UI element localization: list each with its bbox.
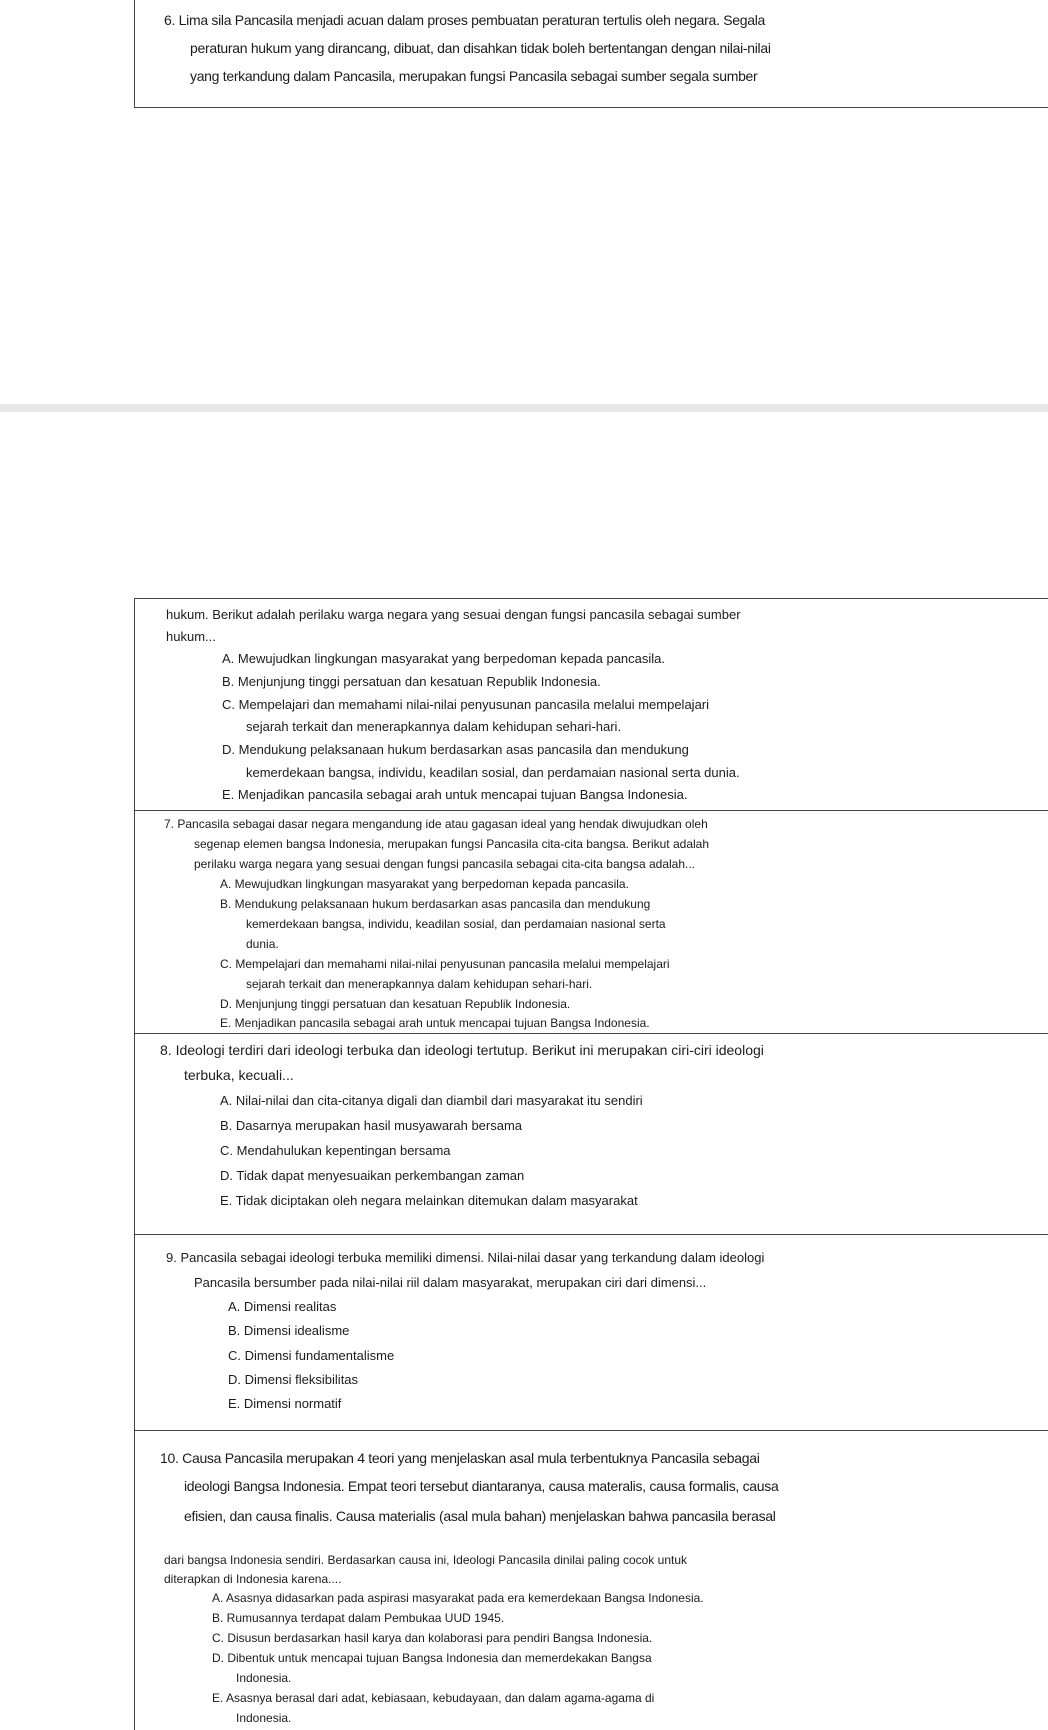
q8-line-1: 8. Ideologi terdiri dari ideologi terbuka dan ideologi tertutup. Berikut ini merupakan ciri-ciri ideologi [160, 1042, 764, 1058]
q6-option-d: D. Mendukung pelaksanaan hukum berdasarkan asas pancasila dan mendukung [222, 742, 689, 757]
divider-9-10 [134, 1430, 1048, 1431]
q6-line-1: 6. Lima sila Pancasila menjadi acuan dalam proses pembuatan peraturan tertulis oleh negara. Segala [164, 12, 765, 28]
page-top [0, 0, 1048, 404]
q10-option-e-cont: Indonesia. [236, 1711, 292, 1725]
q9-option-b: B. Dimensi idealisme [228, 1323, 350, 1338]
q10-line-3: efisien, dan causa finalis. Causa materialis (asal mula bahan) menjelaskan bahwa pancasila berasal [184, 1508, 776, 1524]
q9-line-2: Pancasila bersumber pada nilai-nilai riil dalam masyarakat, merupakan ciri dari dimensi... [194, 1275, 707, 1290]
q10-option-c: C. Disusun berdasarkan hasil karya dan kolaborasi para pendiri Bangsa Indonesia. [212, 1631, 653, 1645]
q7-line-1: 7. Pancasila sebagai dasar negara mengandung ide atau gagasan ideal yang hendak diwujudkan oleh [164, 817, 708, 831]
q7-option-b-cont2: dunia. [246, 937, 279, 951]
q9-line-1: 9. Pancasila sebagai ideologi terbuka memiliki dimensi. Nilai-nilai dasar yang terkandung dalam ideologi [166, 1250, 765, 1265]
q6-option-b: B. Menjunjung tinggi persatuan dan kesatuan Republik Indonesia. [222, 674, 601, 689]
q10-option-d-cont: Indonesia. [236, 1671, 292, 1685]
page-gap [0, 404, 1048, 412]
q9-option-d: D. Dimensi fleksibilitas [228, 1372, 359, 1387]
q10-option-b: B. Rumusannya terdapat dalam Pembukaa UUD 1945. [212, 1611, 505, 1625]
q8-line-2: terbuka, kecuali... [184, 1067, 294, 1083]
q10-line-5: diterapkan di Indonesia karena.... [164, 1572, 342, 1586]
q6-option-c-cont: sejarah terkait dan menerapkannya dalam kehidupan sehari-hari. [246, 719, 622, 734]
q7-option-d: D. Menjunjung tinggi persatuan dan kesatuan Republik Indonesia. [220, 997, 571, 1011]
page-left-border [134, 0, 135, 108]
q10-option-a: A. Asasnya didasarkan pada aspirasi masyarakat pada era kemerdekaan Bangsa Indonesia. [212, 1591, 704, 1605]
q6-line-5: hukum... [166, 629, 216, 644]
q9-option-a: A. Dimensi realitas [228, 1299, 337, 1314]
q6-option-c: C. Mempelajari dan memahami nilai-nilai penyusunan pancasila melalui mempelajari [222, 697, 710, 712]
q6-option-a: A. Mewujudkan lingkungan masyarakat yang berpedoman kepada pancasila. [222, 651, 666, 666]
q10-option-d: D. Dibentuk untuk mencapai tujuan Bangsa Indonesia dan memerdekakan Bangsa [212, 1651, 652, 1665]
q9-option-e: E. Dimensi normatif [228, 1396, 342, 1411]
q10-line-1: 10. Causa Pancasila merupakan 4 teori yang menjelaskan asal mula terbentuknya Pancasila sebagai [160, 1450, 760, 1466]
q7-option-c: C. Mempelajari dan memahami nilai-nilai penyusunan pancasila melalui mempelajari [220, 957, 670, 971]
q10-line-4: dari bangsa Indonesia sendiri. Berdasarkan causa ini, Ideologi Pancasila dinilai paling cocok untuk [164, 1553, 687, 1567]
q6-line-3: yang terkandung dalam Pancasila, merupakan fungsi Pancasila sebagai sumber segala sumber [190, 68, 758, 84]
page-bottom-border [134, 107, 1048, 108]
divider-6-7 [134, 810, 1048, 811]
q7-option-c-cont: sejarah terkait dan menerapkannya dalam kehidupan sehari-hari. [246, 977, 593, 991]
divider-7-8 [134, 1033, 1048, 1034]
q6-line-4: hukum. Berikut adalah perilaku warga negara yang sesuai dengan fungsi pancasila sebagai sumber [166, 607, 741, 622]
divider-8-9 [134, 1234, 1048, 1235]
q8-option-d: D. Tidak dapat menyesuaikan perkembangan zaman [220, 1168, 525, 1183]
page-left-border-lower [134, 598, 135, 1730]
q7-option-b-cont: kemerdekaan bangsa, individu, keadilan sosial, dan perdamaian nasional serta [246, 917, 666, 931]
page-top-border [134, 598, 1048, 599]
q8-option-b: B. Dasarnya merupakan hasil musyawarah bersama [220, 1118, 523, 1133]
q10-line-2: ideologi Bangsa Indonesia. Empat teori tersebut diantaranya, causa materalis, causa formalis, causa [184, 1478, 779, 1494]
q7-option-a: A. Mewujudkan lingkungan masyarakat yang berpedoman kepada pancasila. [220, 877, 629, 891]
q8-option-e: E. Tidak diciptakan oleh negara melainkan ditemukan dalam masyarakat [220, 1193, 638, 1208]
q7-option-e: E. Menjadikan pancasila sebagai arah untuk mencapai tujuan Bangsa Indonesia. [220, 1016, 650, 1030]
q7-option-b: B. Mendukung pelaksanaan hukum berdasarkan asas pancasila dan mendukung [220, 897, 651, 911]
q6-option-d-cont: kemerdekaan bangsa, individu, keadilan sosial, dan perdamaian nasional serta dunia. [246, 765, 740, 780]
q8-option-a: A. Nilai-nilai dan cita-citanya digali dan diambil dari masyarakat itu sendiri [220, 1093, 643, 1108]
q9-option-c: C. Dimensi fundamentalisme [228, 1348, 395, 1363]
q6-option-e: E. Menjadikan pancasila sebagai arah untuk mencapai tujuan Bangsa Indonesia. [222, 787, 688, 802]
q6-line-2: peraturan hukum yang dirancang, dibuat, dan disahkan tidak boleh bertentangan dengan nilai-nilai [190, 40, 771, 56]
q7-line-3: perilaku warga negara yang sesuai dengan fungsi pancasila sebagai cita-cita bangsa adalah... [194, 857, 696, 871]
q8-option-c: C. Mendahulukan kepentingan bersama [220, 1143, 451, 1158]
q7-line-2: segenap elemen bangsa Indonesia, merupakan fungsi Pancasila cita-cita bangsa. Berikut adalah [194, 837, 710, 851]
q10-option-e: E. Asasnya berasal dari adat, kebiasaan, kebudayaan, dan dalam agama-agama di [212, 1691, 655, 1705]
